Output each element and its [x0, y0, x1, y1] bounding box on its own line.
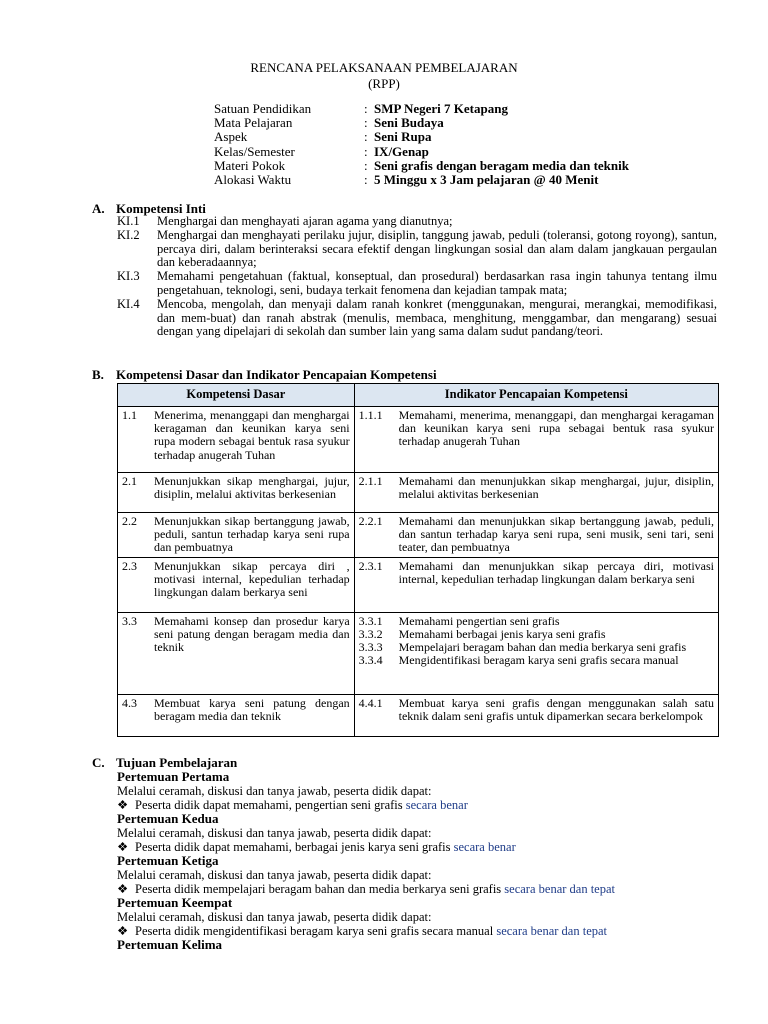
meeting-title: Pertemuan Kelima — [117, 937, 223, 952]
meeting-block — [117, 938, 717, 952]
indikator-text: Memahami dan menunjukkan sikap bertanggung jawab, peduli, dan santun terhadap karya seni rupa, seni musik, seni tari, seni teater, dan pembuatnya — [398, 514, 714, 555]
ki-number: KI.1 — [117, 214, 140, 228]
ki-text: Menghargai dan menghayati ajaran agama yang dianutnya; — [157, 214, 453, 228]
indikator-number: 4.4.1 — [358, 695, 383, 710]
colon: : — [364, 143, 368, 159]
kd-text: Menunjukkan sikap bertanggung jawab, peduli, santun terhadap karya seni rupa dan pembuatnya — [154, 514, 350, 555]
tujuan-list — [117, 770, 717, 952]
ki-item — [117, 270, 717, 298]
doc-title: RENCANA PELAKSANAAN PEMBELAJARAN — [250, 60, 518, 75]
identity-table — [214, 102, 629, 187]
ki-number: KI.4 — [117, 296, 140, 311]
diamond-bullet-icon: ❖ — [117, 924, 129, 938]
bullet-text-blue: secara benar dan tepat — [504, 882, 615, 896]
identity-row — [214, 130, 629, 144]
bullet-text: Peserta didik dapat memahami, pengertian seni grafis — [135, 798, 403, 812]
section-b-heading — [92, 367, 437, 382]
table-header-row — [118, 384, 719, 407]
meeting-method: Melalui ceramah, diskusi dan tanya jawab, peserta didik dapat: — [117, 868, 432, 882]
table-row — [118, 513, 719, 558]
identity-value: Seni Rupa — [374, 129, 432, 145]
kd-cell — [118, 473, 355, 513]
indikator-cell — [354, 513, 718, 558]
ki-item — [117, 298, 717, 339]
meeting-method: Melalui ceramah, diskusi dan tanya jawab, peserta didik dapat: — [117, 826, 432, 840]
section-c-heading — [92, 755, 237, 770]
colon: : — [364, 157, 368, 173]
ki-list — [117, 215, 717, 339]
colon: : — [364, 115, 368, 131]
kd-text: Membuat karya seni patung dengan beragam media dan teknik — [154, 695, 350, 723]
meeting-block — [117, 770, 717, 812]
bullet-text-blue: secara benar — [453, 840, 516, 854]
meeting-bullet — [117, 840, 717, 854]
indikator-number: 1.1.1 — [358, 408, 383, 422]
identity-label: Alokasi Waktu — [214, 171, 292, 187]
indikator-text: Memahami, menerima, menanggapi, dan menghargai keragaman dan keunikan karya seni rupa sebagai bentuk rasa syukur terhadap anugerah Tuhan — [398, 408, 714, 449]
bullet-text-blue: secara benar — [405, 798, 468, 812]
meeting-title: Pertemuan Ketiga — [117, 853, 219, 868]
kd-number: 2.2 — [122, 514, 137, 528]
colon: : — [364, 171, 368, 187]
indikator-number: 3.3.1 — [358, 613, 383, 628]
meeting-bullet — [117, 882, 717, 896]
identity-label: Materi Pokok — [214, 157, 286, 173]
identity-row — [214, 102, 629, 116]
kd-text: Menerima, menanggapi dan menghargai keragaman dan keunikan karya seni rupa modern sebagai bentuk rasa syukur terhadap anugerah Tuhan — [154, 408, 350, 462]
identity-value: SMP Negeri 7 Ketapang — [374, 101, 508, 116]
colon: : — [364, 101, 368, 116]
ki-item — [117, 215, 717, 229]
kd-number: 3.3 — [122, 613, 137, 628]
kd-cell — [118, 612, 355, 694]
diamond-bullet-icon: ❖ — [117, 882, 129, 896]
kd-table — [117, 383, 719, 737]
ki-text: Memahami pengetahuan (faktual, konseptual, dan prosedural) berdasarkan rasa ingin tahunya tentang ilmu pengetahuan, teknologi, seni, budaya terkait fenomena dan kejadian tampak mata; — [157, 269, 717, 297]
identity-label: Aspek — [214, 129, 248, 145]
section-letter: C. — [92, 755, 105, 770]
indikator-text: Mengidentifikasi beragam karya seni grafis secara manual — [398, 653, 679, 668]
indikator-number: 3.3.4 — [358, 653, 383, 668]
bullet-text: Peserta didik dapat memahami, berbagai jenis karya seni grafis — [135, 840, 451, 854]
colon: : — [364, 129, 368, 145]
kd-cell — [118, 557, 355, 612]
indikator-text: Memahami dan menunjukkan sikap percaya diri, motivasi internal, kepedulian terhadap lingkungan dalam berkarya seni — [398, 558, 714, 586]
ki-number: KI.3 — [117, 269, 140, 284]
ki-item — [117, 229, 717, 270]
meeting-title: Pertemuan Kedua — [117, 811, 219, 826]
identity-value: IX/Genap — [374, 143, 429, 159]
identity-value: Seni Budaya — [374, 115, 444, 131]
kd-text: Menunjukkan sikap menghargai, jujur, disiplin, melalui aktivitas berkesenian — [154, 474, 350, 502]
identity-label: Mata Pelajaran — [214, 115, 293, 131]
bullet-text-blue: secara benar dan tepat — [496, 924, 608, 938]
identity-value: 5 Minggu x 3 Jam pelajaran @ 40 Menit — [374, 171, 599, 187]
kd-text: Menunjukkan sikap percaya diri , motivasi internal, kepedulian terhadap lingkungan dalam berkarya seni — [154, 558, 350, 600]
kd-cell — [118, 513, 355, 558]
table-row — [118, 612, 719, 694]
identity-row — [214, 159, 629, 173]
bullet-text: Peserta didik mempelajari beragam bahan dan media berkarya seni grafis — [135, 882, 502, 896]
indikator-cell — [354, 612, 718, 694]
indikator-number: 2.3.1 — [358, 558, 383, 573]
indikator-text: Membuat karya seni grafis dengan menggunakan salah satu teknik dalam seni grafis untuk dipamerkan secara berkelompok — [398, 695, 714, 723]
indikator-text: Memahami dan menunjukkan sikap menghargai, jujur, disiplin, melalui aktivitas berkesenian — [398, 474, 714, 502]
meeting-method: Melalui ceramah, diskusi dan tanya jawab, peserta didik dapat: — [117, 910, 432, 924]
col-header-kd: Kompetensi Dasar — [118, 384, 355, 407]
indikator-cell — [354, 557, 718, 612]
indikator-number: 2.2.1 — [358, 514, 383, 528]
meeting-block — [117, 896, 717, 938]
bullet-text: Peserta didik mengidentifikasi beragam karya seni grafis secara manual — [135, 924, 494, 938]
table-row — [118, 407, 719, 473]
kd-text: Memahami konsep dan prosedur karya seni patung dengan beragam media dan teknik — [154, 613, 350, 655]
indikator-cell — [354, 694, 718, 736]
col-header-indikator: Indikator Pencapaian Kompetensi — [354, 384, 718, 407]
table-row — [118, 473, 719, 513]
indikator-cell — [354, 407, 718, 473]
kd-number: 2.1 — [122, 474, 137, 488]
ki-number: KI.2 — [117, 227, 140, 242]
kd-number: 2.3 — [122, 558, 137, 573]
indikator-cell — [354, 473, 718, 513]
identity-label: Satuan Pendidikan — [214, 101, 312, 116]
indikator-text: Mempelajari beragam bahan dan media berkarya seni grafis — [398, 640, 687, 655]
kd-cell — [118, 407, 355, 473]
table-row — [118, 557, 719, 612]
kd-number: 1.1 — [122, 408, 137, 422]
table-row — [118, 694, 719, 736]
doc-subtitle: (RPP) — [368, 76, 400, 91]
meeting-block — [117, 812, 717, 854]
kd-number: 4.3 — [122, 695, 137, 710]
meeting-title: Pertemuan Keempat — [117, 895, 233, 910]
kd-cell — [118, 694, 355, 736]
indikator-text: Memahami pengertian seni grafis — [398, 613, 560, 628]
identity-row — [214, 145, 629, 159]
section-letter: B. — [92, 367, 104, 382]
diamond-bullet-icon: ❖ — [117, 798, 129, 812]
meeting-block — [117, 854, 717, 896]
identity-row — [214, 116, 629, 130]
identity-label: Kelas/Semester — [214, 143, 295, 159]
indikator-number: 3.3.2 — [358, 626, 383, 641]
section-letter: A. — [92, 201, 105, 216]
identity-value: Seni grafis dengan beragam media dan teknik — [374, 157, 629, 173]
meeting-bullet — [117, 798, 717, 812]
meeting-bullet — [117, 924, 717, 938]
ki-text: Mencoba, mengolah, dan menyaji dalam ranah konkret (menggunakan, mengurai, merangkai, memodifikasi, dan mem-buat) dan ranah abstrak (menulis, membaca, menghitung, menggambar, dan mengarang) sesuai dengan yang dipelajari di sekolah dan sumber lain yang sama dalam sudut pandang/teori. — [157, 296, 717, 339]
diamond-bullet-icon: ❖ — [117, 840, 129, 854]
identity-row — [214, 173, 629, 187]
meeting-title: Pertemuan Pertama — [117, 769, 230, 784]
indikator-text: Memahami berbagai jenis karya seni grafis — [398, 626, 606, 641]
indikator-number: 3.3.3 — [358, 640, 383, 655]
section-title: Kompetensi Inti — [116, 201, 206, 216]
meeting-method: Melalui ceramah, diskusi dan tanya jawab, peserta didik dapat: — [117, 784, 432, 798]
indikator-number: 2.1.1 — [358, 474, 383, 488]
section-title: Kompetensi Dasar dan Indikator Pencapaian Kompetensi — [116, 367, 437, 382]
section-title: Tujuan Pembelajaran — [116, 755, 238, 770]
ki-text: Menghargai dan menghayati perilaku jujur, disiplin, tanggung jawab, peduli (toleransi, gotong royong), santun, percaya diri, dalam berinteraksi secara efektif dengan lingkungan sosial dan alam dalam jangkauan pergaulan dan keberadaannya; — [157, 227, 717, 270]
